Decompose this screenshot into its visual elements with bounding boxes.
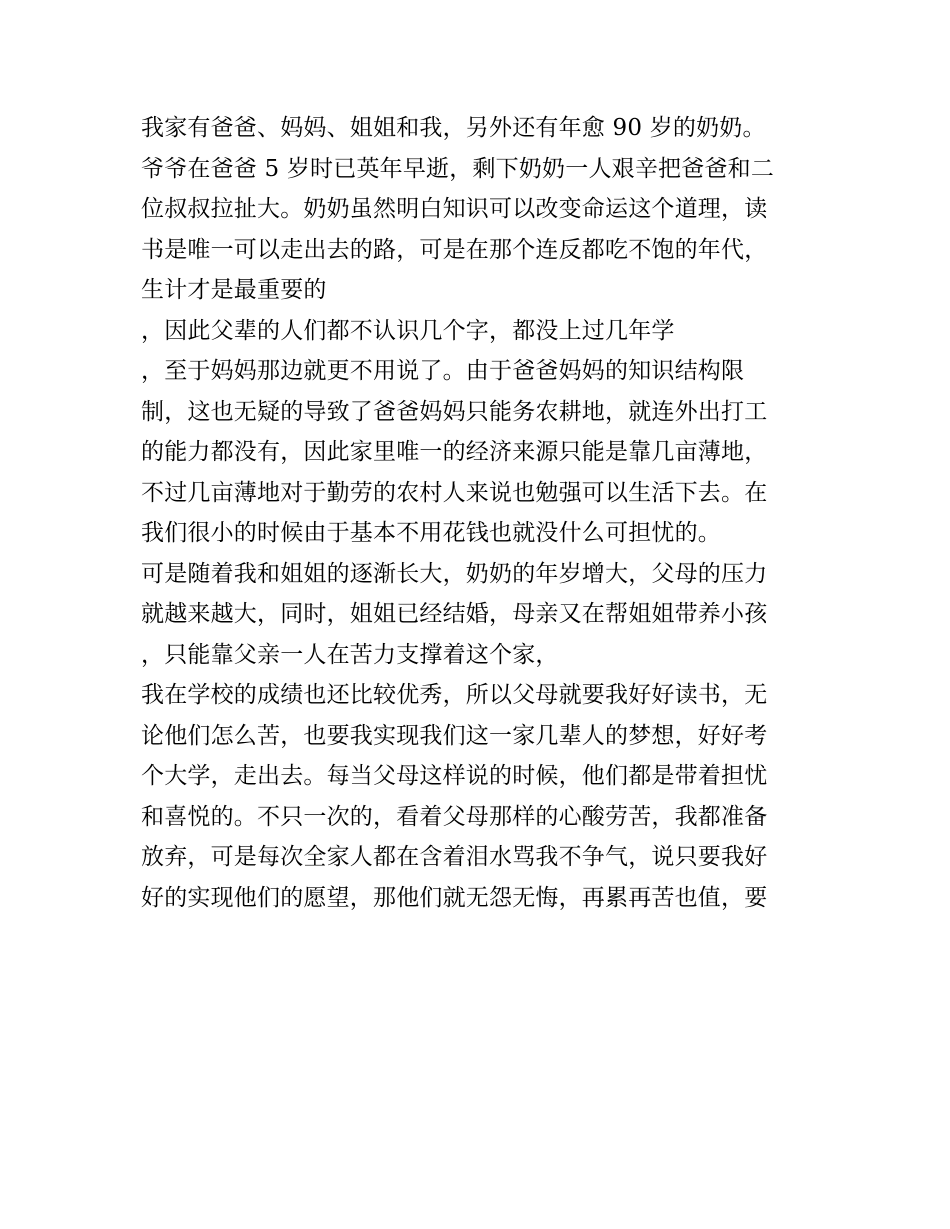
text-line: 就越来越大，同时，姐姐已经结婚，母亲又在帮姐姐带养小孩 [141,601,768,627]
text-line: 可是随着我和姐姐的逐渐长大，奶奶的年岁增大，父母的压力 [141,560,768,587]
text-line: 爷爷在爸爸 5 岁时已英年早逝，剩下奶奶一人艰辛把爸爸和二 [141,155,775,182]
text-line: 好的实现他们的愿望，那他们就无怨无悔，再累再苦也值，要 [141,884,768,911]
text-line: ，只能靠父亲一人在苦力支撑着这个家， [141,641,559,668]
text-line: 生计才是最重要的 [141,277,327,303]
text-line: 书是唯一可以走出去的路，可是在那个连反都吃不饱的年代， [141,236,768,263]
text-line: 个大学，走出去。每当父母这样说的时候，他们都是带着担忧 [141,763,768,789]
text-line: 的能力都没有，因此家里唯一的经济来源只能是靠几亩薄地， [141,439,768,465]
text-line: 论他们怎么苦，也要我实现我们这一家几辈人的梦想，好好考 [141,722,768,749]
text-line: 制，这也无疑的导致了爸爸妈妈只能务农耕地，就连外出打工 [141,398,768,425]
body-text [141,108,821,918]
text-line: 不过几亩薄地对于勤劳的农村人来说也勉强可以生活下去。在 [141,479,768,506]
text-line: 位叔叔拉扯大。奶奶虽然明白知识可以改变命运这个道理，读 [141,196,768,222]
text-line: ，至于妈妈那边就更不用说了。由于爸爸妈妈的知识结构限 [141,358,745,384]
text-line: 我们很小的时候由于基本不用花钱也就没什么可担忧的。 [141,520,721,546]
text-line: 我家有爸爸、妈妈、姐姐和我，另外还有年愈 90 岁的奶奶。 [141,115,766,141]
text-line: ，因此父辈的人们都不认识几个字，都没上过几年学 [141,317,675,344]
text-line: 和喜悦的。不只一次的，看着父母那样的心酸劳苦，我都准备 [141,803,768,830]
text-line: 我在学校的成绩也还比较优秀，所以父母就要我好好读书，无 [141,682,768,708]
text-line: 放弃，可是每次全家人都在含着泪水骂我不争气，说只要我好 [141,844,768,870]
